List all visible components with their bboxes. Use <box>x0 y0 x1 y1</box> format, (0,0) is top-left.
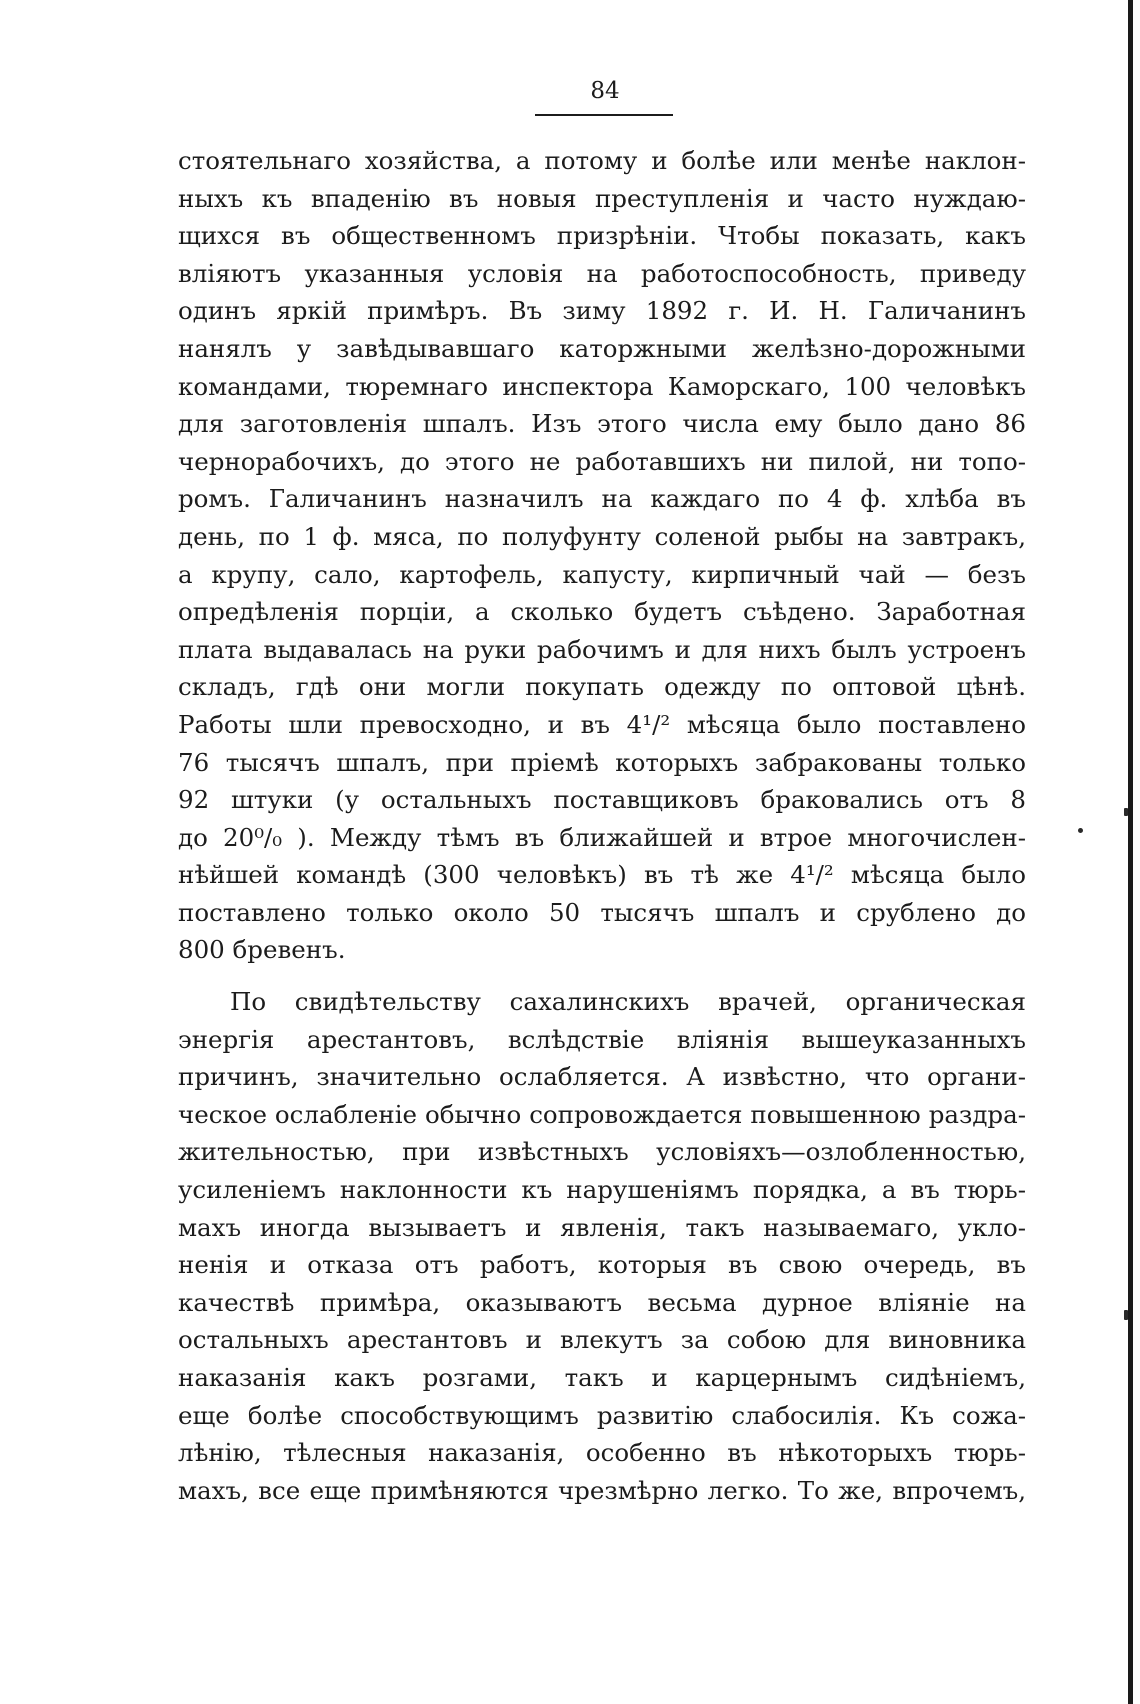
text-line: щихся въ общественномъ призрѣніи. Чтобы показать, какъ <box>178 221 1026 251</box>
text-line: 92 штуки (у остальныхъ поставщиковъ браковались отъ 8 <box>178 785 1026 815</box>
text-line: энергія арестантовъ, вслѣдствіе вліянія вышеуказанныхъ <box>178 1024 1026 1054</box>
text-line: По свидѣтельству сахалинскихъ врачей, органическая <box>230 987 1026 1017</box>
text-line: ненія и отказа отъ работъ, которыя въ свою очередь, въ <box>178 1250 1026 1280</box>
text-line: для заготовленія шпалъ. Изъ этого числа ему было дано 86 <box>178 409 1026 439</box>
text-line: остальныхъ арестантовъ и влекутъ за собою для виновника <box>178 1325 1026 1355</box>
ink-speck <box>1078 828 1083 833</box>
text-line: качествѣ примѣра, оказываютъ весьма дурное вліяніе на <box>178 1287 1026 1317</box>
page-number: 84 <box>590 78 620 104</box>
text-line: еще болѣе способствующимъ развитію слабосилія. Къ сожа- <box>178 1400 1026 1430</box>
text-line: усиленіемъ наклонности къ нарушеніямъ порядка, а въ тюрь- <box>178 1175 1026 1205</box>
text-line: плата выдавалась на руки рабочимъ и для нихъ былъ устроенъ <box>178 634 1026 664</box>
text-line: вліяютъ указанныя условія на работоспособность, приведу <box>178 258 1026 288</box>
text-line: наказанія какъ розгами, такъ и карцернымъ сидѣніемъ, <box>178 1363 1026 1392</box>
text-line: ческое ослабленіе обычно сопровождается повышенною раздра- <box>178 1099 1026 1129</box>
text-line: 76 тысячъ шпалъ, при пріемѣ которыхъ забракованы только <box>178 747 1026 777</box>
text-line: нѣйшей командѣ (300 человѣкъ) въ тѣ же 4¹/² мѣсяца было <box>178 860 1026 890</box>
text-line: поставлено только около 50 тысячъ шпалъ и срублено до <box>178 897 1026 927</box>
text-line: складъ, гдѣ они могли покупать одежду по оптовой цѣнѣ. <box>178 672 1026 702</box>
text-line: 800 бревенъ. <box>178 935 346 965</box>
page-edge-shadow <box>1128 0 1133 1704</box>
text-line: причинъ, значительно ослабляется. А извѣстно, что органи- <box>178 1062 1026 1092</box>
text-line: чернорабочихъ, до этого не работавшихъ ни пилой, ни топо- <box>178 446 1026 476</box>
paragraph-1 <box>178 142 1026 969</box>
paragraph-2 <box>178 983 1026 1509</box>
text-line: нанялъ у завѣдывавшаго каторжными желѣзно-дорожными <box>178 333 1026 363</box>
header-rule <box>535 114 673 116</box>
text-line: стоятельнаго хозяйства, а потому и болѣе или менѣе наклон- <box>178 146 1026 175</box>
text-line: махъ, все еще примѣняются чрезмѣрно легко. То же, впрочемъ, <box>178 1475 1026 1505</box>
text-line: командами, тюремнаго инспектора Каморскаго, 100 человѣкъ <box>178 371 1026 401</box>
text-line: опредѣленія порціи, а сколько будетъ съѣдено. Заработная <box>178 597 1026 627</box>
text-line: Работы шли превосходно, и въ 4¹/² мѣсяца было поставлено <box>178 709 1026 739</box>
text-line: жительностью, при извѣстныхъ условіяхъ—озлобленностью, <box>178 1137 1026 1167</box>
text-line: а крупу, сало, картофель, капусту, кирпичный чай — безъ <box>178 559 1026 589</box>
text-line: до 20⁰/₀ ). Между тѣмъ въ ближайшей и втрое многочислен- <box>178 822 1026 852</box>
text-line: одинъ яркій примѣръ. Въ зиму 1892 г. И. Н. Галичанинъ <box>178 296 1026 326</box>
text-line: махъ иногда вызываетъ и явленія, такъ называемаго, укло- <box>178 1212 1026 1242</box>
ink-speck <box>1124 1310 1128 1320</box>
ink-speck <box>1124 808 1128 816</box>
text-line: лѣнію, тѣлесныя наказанія, особенно въ нѣкоторыхъ тюрь- <box>178 1438 1026 1468</box>
text-line: ромъ. Галичанинъ назначилъ на каждаго по 4 ф. хлѣба въ <box>178 484 1026 514</box>
text-line: ныхъ къ впаденію въ новыя преступленія и часто нуждаю- <box>178 183 1026 213</box>
text-line: день, по 1 ф. мяса, по полуфунту соленой рыбы на завтракъ, <box>178 521 1026 551</box>
body-text <box>178 142 1026 1509</box>
